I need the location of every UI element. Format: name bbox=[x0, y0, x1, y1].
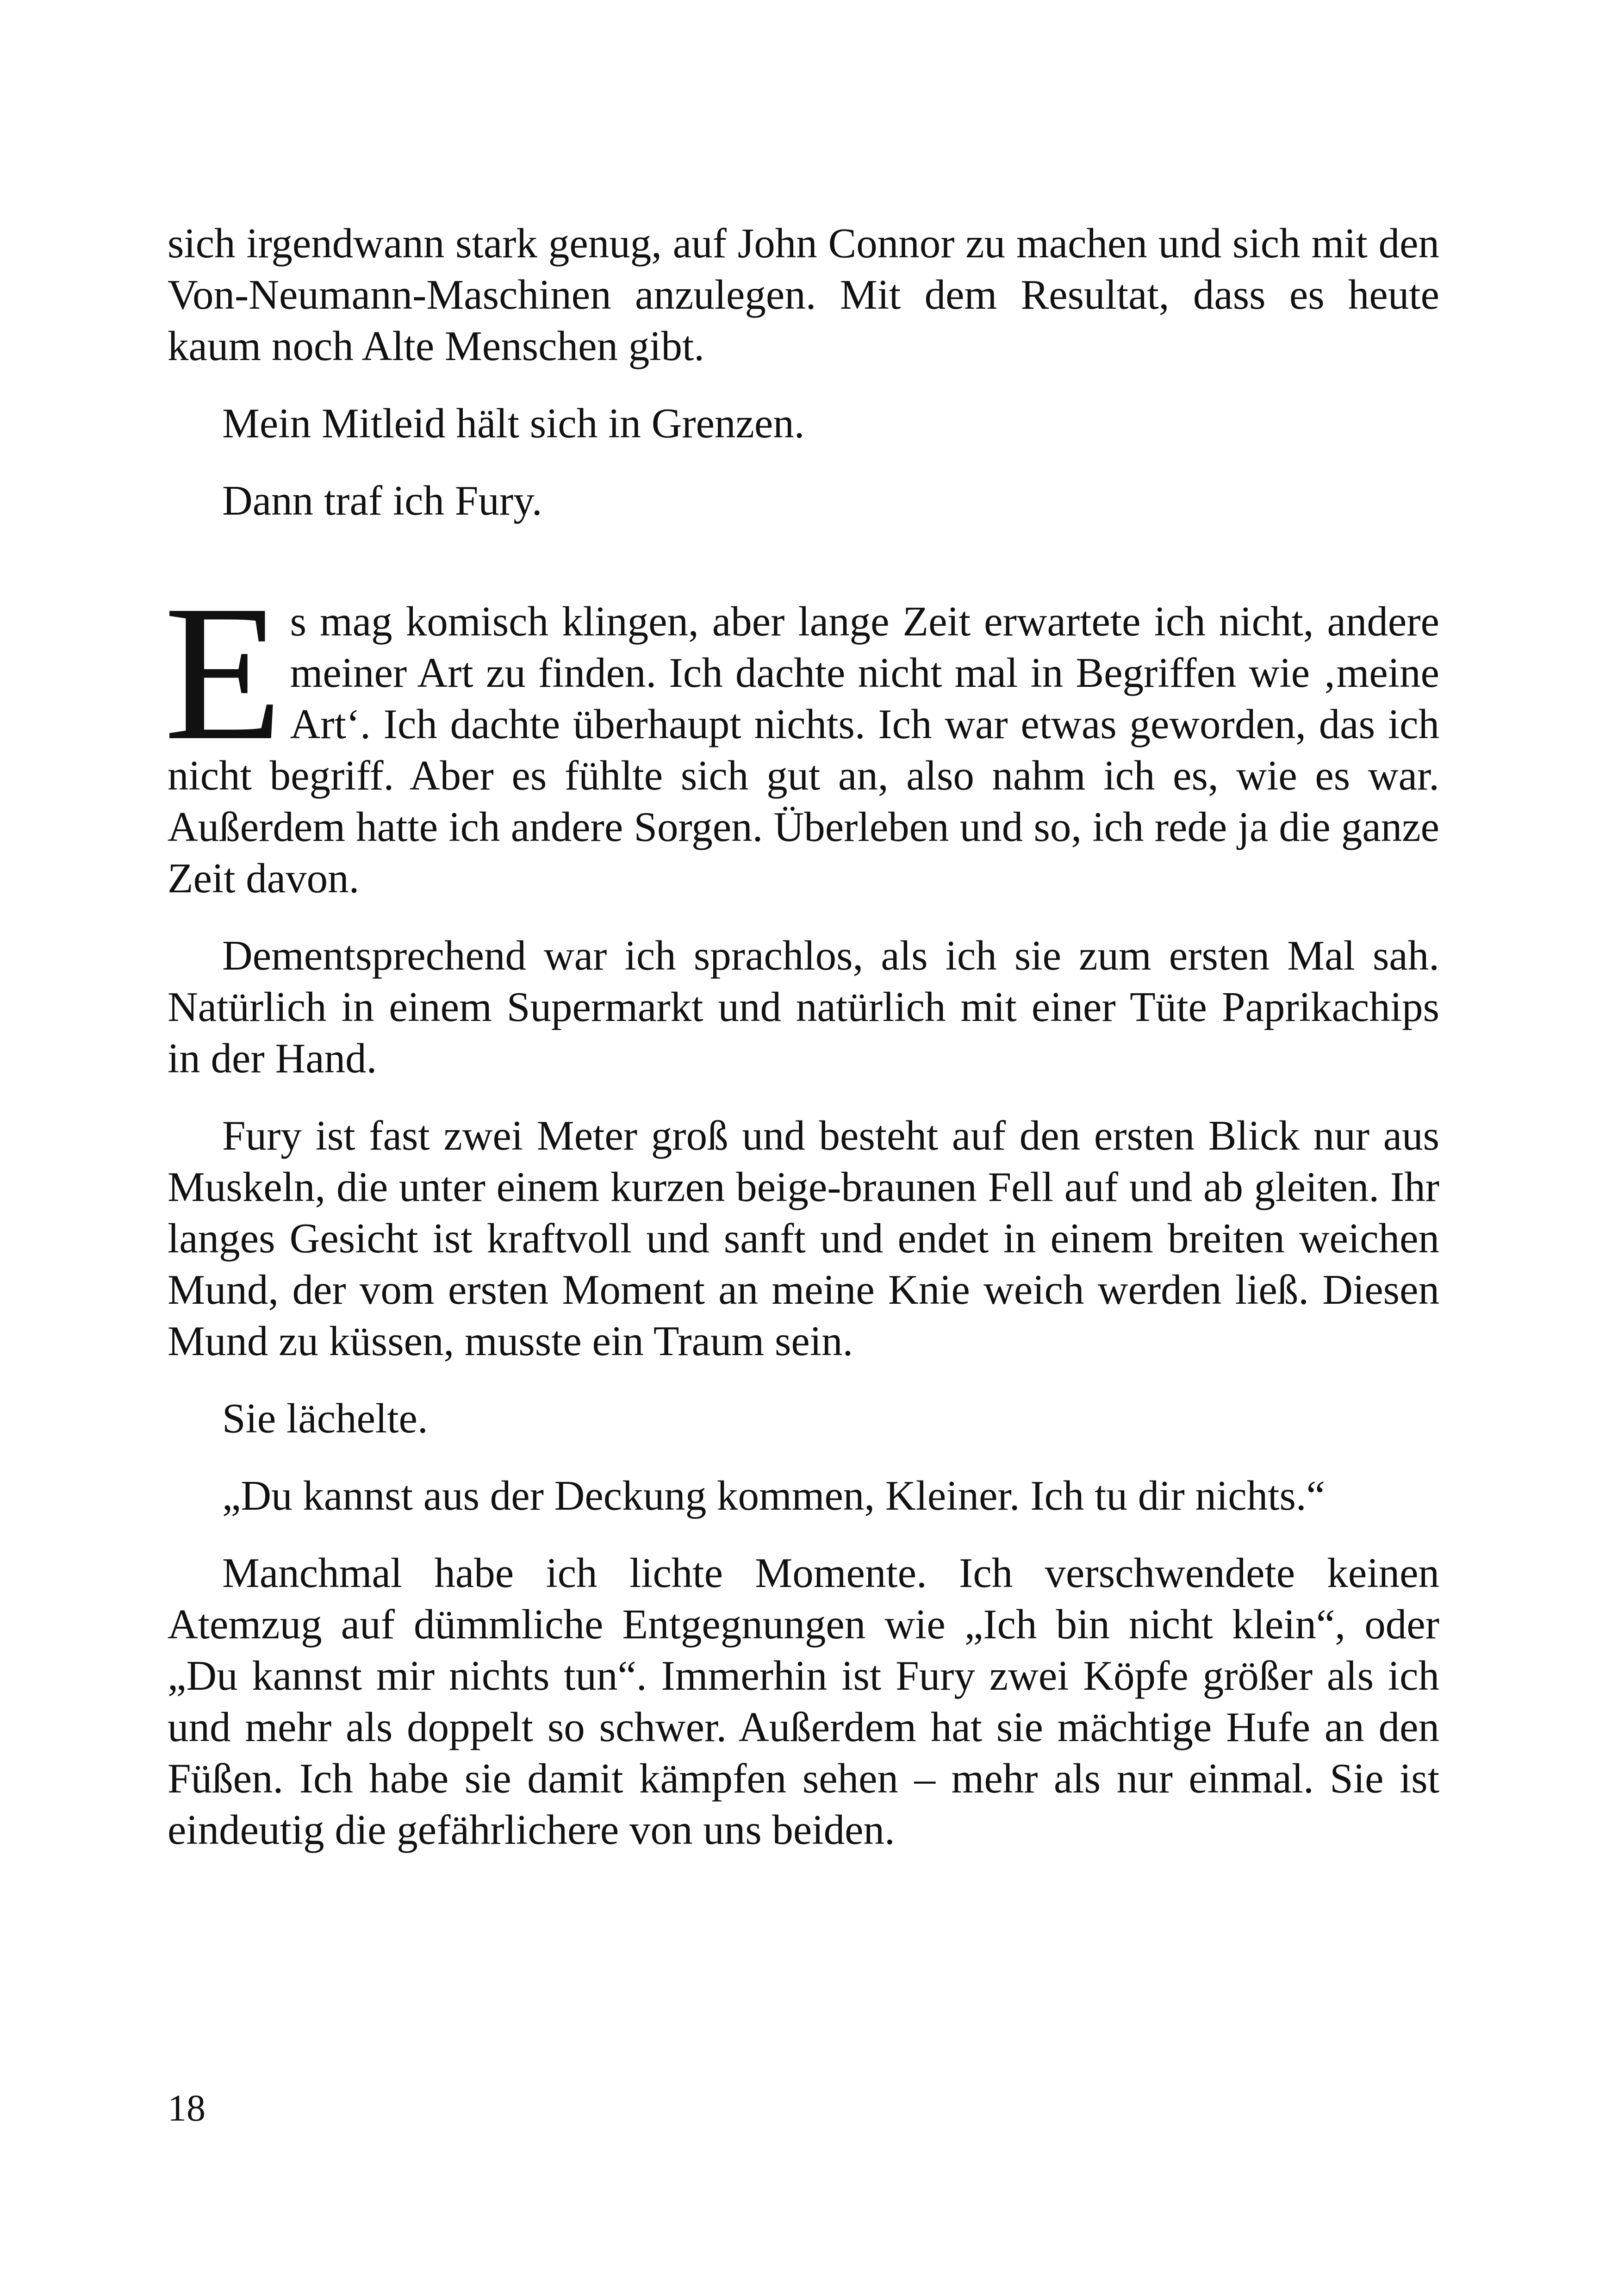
paragraph-manchmal: Manchmal habe ich lichte Momente. Ich verschwendete keinen Atemzug auf dümmliche Entgegnungen wie „Ich bin nicht klein“, oder „Du kannst mir nichts tun“. Immerhin ist Fury zwei Köpfe größer als ich und mehr als doppelt so schwer. Außerdem hat sie mächtige Hufe an den Füßen. Ich habe sie damit kämpfen sehen – mehr als nur einmal. Sie ist eindeutig die gefährlichere von uns beiden. bbox=[168, 1549, 1439, 1853]
paragraph-dialogue: „Du kannst aus der Deckung kommen, Kleiner. Ich tu dir nichts.“ bbox=[222, 1472, 1326, 1519]
page-number: 18 bbox=[168, 2087, 205, 2129]
page-body bbox=[164, 218, 1439, 1855]
paragraph-section-opening bbox=[164, 565, 1439, 904]
paragraph-sie-laechelte: Sie lächelte. bbox=[222, 1395, 428, 1442]
paragraph-dementsprechend: Dementsprechend war ich sprachlos, als ich sie zum ersten Mal sah. Natürlich in einem Supermarkt und natürlich mit einer Tüte Paprikachips in der Hand. bbox=[168, 932, 1439, 1082]
paragraph-fury-intro: Dann traf ich Fury. bbox=[222, 477, 542, 524]
paragraph-section-opening-text: s mag komisch klingen, aber lange Zeit erwartete ich nicht, andere meiner Art zu finden. Ich dachte nicht mal in Begriffen wie ‚meine Art‘. Ich dachte überhaupt nichts. Ich war etwas geworden, das ich nicht begriff. Aber es fühlte sich gut an, also nahm ich es, wie es war. Außerdem hatte ich andere Sorgen. Überleben und so, ich rede ja die ganze Zeit davon. bbox=[168, 598, 1439, 902]
paragraph-fury-description: Fury ist fast zwei Meter groß und besteht auf den ersten Blick nur aus Muskeln, die unter einem kurzen beige-braunen Fell auf und ab gleiten. Ihr langes Gesicht ist kraftvoll und sanft und endet in einem breiten weichen Mund, der vom ersten Moment an meine Knie weich werden ließ. Diesen Mund zu küssen, musste ein Traum sein. bbox=[168, 1112, 1439, 1364]
drop-cap: E bbox=[164, 565, 283, 780]
paragraph-mitleid: Mein Mitleid hält sich in Grenzen. bbox=[222, 400, 805, 447]
section-break bbox=[168, 526, 1439, 596]
paragraph-continuation: sich irgendwann stark genug, auf John Connor zu machen und sich mit den Von-Neumann-Maschinen anzulegen. Mit dem Resultat, dass es heute kaum noch Alte Menschen gibt. bbox=[168, 220, 1439, 369]
